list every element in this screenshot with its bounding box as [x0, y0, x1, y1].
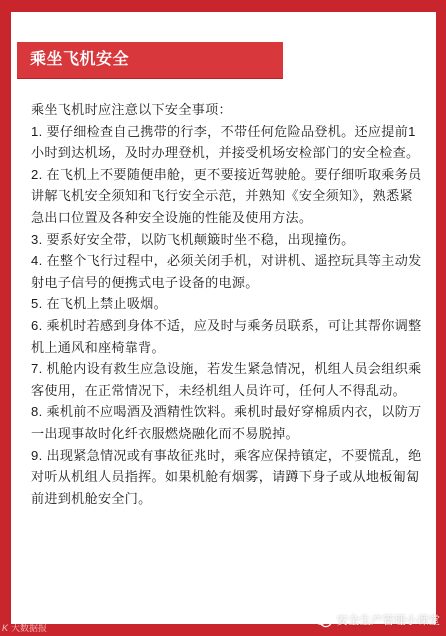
list-item: 5. 在飞机上禁止吸烟。 [31, 296, 168, 312]
page-title: 乘坐飞机安全 [30, 51, 130, 68]
watermark-left-text: 大数据报 [11, 623, 48, 633]
article-body [31, 99, 425, 509]
intro-paragraph: 乘坐飞机时应注意以下安全事项： [31, 102, 232, 117]
wechat-icon [314, 613, 332, 628]
left-watermark [2, 621, 47, 634]
watermark-right-text: 安全生产管理小课堂 [336, 615, 440, 627]
list-item: 1. 要仔细检查自己携带的行李，不带任何危险品登机。还应提前1小时到达机场，及时办理登机，并接受机场安检部门的安全检查。 [31, 123, 420, 161]
list-item: 8. 乘机前不应喝酒及酒精性饮料。乘机时最好穿棉质内衣，以防万一出现事故时化纤衣服燃烧融化而不易脱掉。 [31, 404, 422, 441]
list-item: 9. 出现紧急情况或有事故征兆时，乘客应保持镇定，不要慌乱，绝对听从机组人员指挥。如果机舱有烟雾，请蹲下身子或从地板匍匐前进到机舱安全门。 [31, 447, 422, 506]
right-watermark [314, 612, 441, 628]
article-card [11, 12, 436, 624]
watermark-logo: K [2, 622, 9, 633]
list-item: 6. 乘机时若感到身体不适，应及时与乘务员联系，可让其帮你调整机上通风和座椅靠背。 [31, 317, 422, 355]
list-item: 2. 在飞机上不要随便串舱，更不要接近驾驶舱。要仔细听取乘务员讲解飞机安全须知和飞行安全示范，并熟知《安全须知》，熟悉紧急出口位置及各种安全设施的性能及使用方法。 [31, 166, 422, 225]
list-item: 3. 要系好安全带，以防飞机颠簸时坐不稳，出现撞伤。 [31, 231, 355, 247]
list-item: 4. 在整个飞行过程中，必须关闭手机，对讲机、遥控玩具等主动发射电子信号的便携式电子设备的电源。 [31, 253, 422, 290]
title-banner [17, 42, 283, 78]
list-item: 7. 机舱内设有救生应急设施，若发生紧急情况，机组人员会组织乘客使用，在正常情况下，未经机组人员许可，任何人不得乱动。 [31, 361, 422, 398]
